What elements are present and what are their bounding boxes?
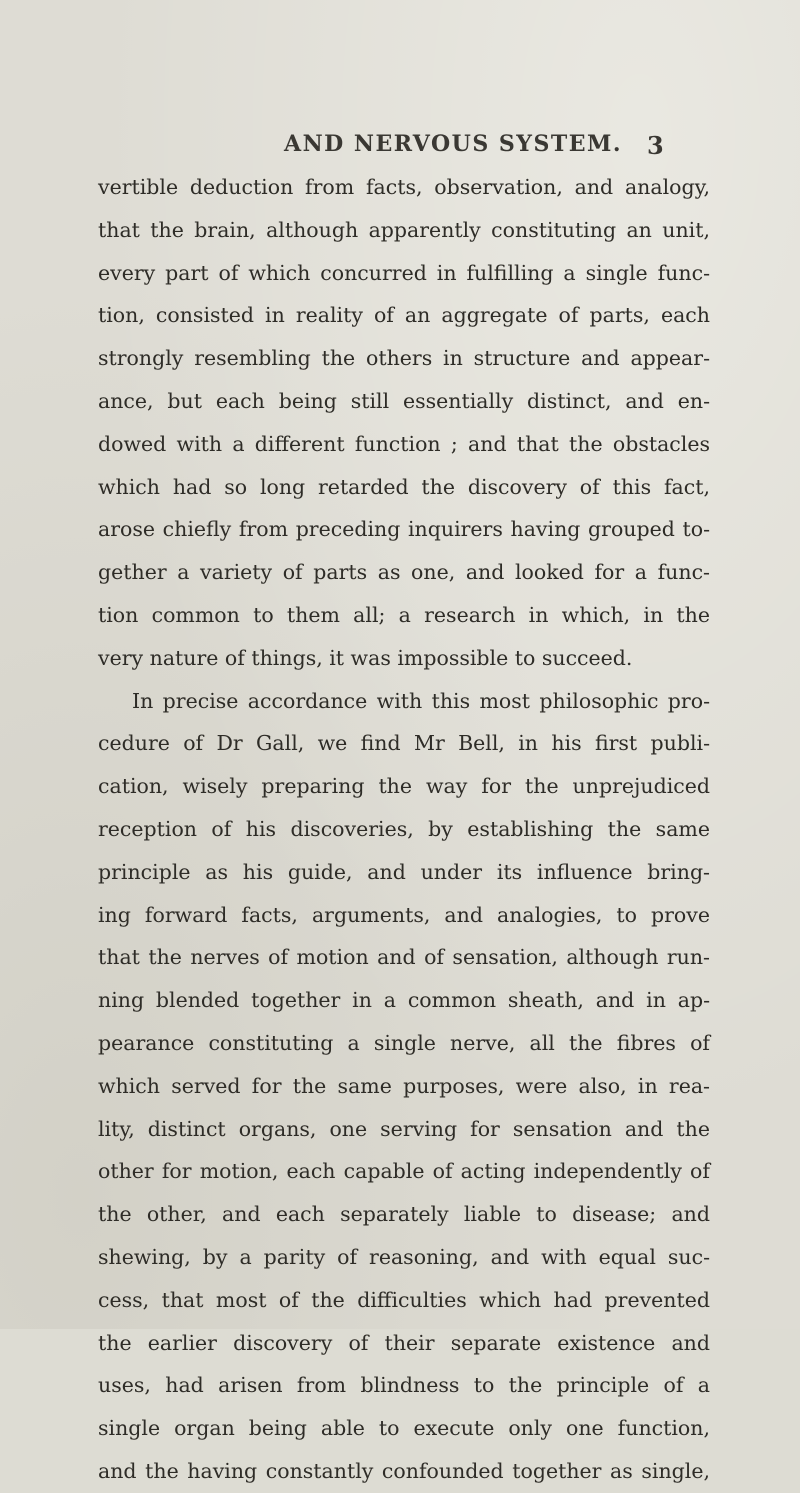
text-line: and the having constantly confounded together as single, xyxy=(98,1458,710,1483)
text-line: that the nerves of motion and of sensation, although run- xyxy=(98,945,710,970)
text-line: uses, had arisen from blindness to the principle of a xyxy=(98,1373,710,1398)
text-line: vertible deduction from facts, observation, and analogy, xyxy=(98,175,710,199)
page-header xyxy=(0,131,800,171)
text-line: reception of his discoveries, by establishing the same xyxy=(98,816,710,841)
text-line: shewing, by a parity of reasoning, and with equal suc- xyxy=(98,1244,710,1269)
paragraph-first-line: In precise accordance with this most philosophic pro- xyxy=(132,688,710,713)
text-line: lity, distinct organs, one serving for sensation and the xyxy=(98,1116,710,1141)
text-line: other for motion, each capable of acting independently of xyxy=(98,1159,710,1184)
text-line: dowed with a different function ; and that the obstacles xyxy=(98,431,710,456)
text-line: cedure of Dr Gall, we find Mr Bell, in his first publi- xyxy=(98,731,710,756)
body-text xyxy=(98,166,710,1493)
text-line: which served for the same purposes, were also, in rea- xyxy=(98,1073,710,1098)
text-line: ance, but each being still essentially distinct, and en- xyxy=(98,388,710,413)
text-line: gether a variety of parts as one, and looked for a func- xyxy=(98,560,710,585)
text-line: ing forward facts, arguments, and analogies, to prove xyxy=(98,902,710,927)
text-line: very nature of things, it was impossible to succeed. xyxy=(98,645,633,670)
text-line: cess, that most of the difficulties which had prevented xyxy=(98,1287,710,1312)
text-line: arose chiefly from preceding inquirers having grouped to- xyxy=(98,517,710,542)
text-line: that the brain, although apparently constituting an unit, xyxy=(98,217,710,242)
page-number: 3 xyxy=(647,131,664,160)
text-line: cation, wisely preparing the way for the unprejudiced xyxy=(98,774,710,799)
text-line: pearance constituting a single nerve, all the fibres of xyxy=(98,1030,710,1055)
text-line: principle as his guide, and under its influence bring- xyxy=(98,859,710,884)
text-line: the earlier discovery of their separate existence and xyxy=(98,1330,710,1355)
text-line: strongly resembling the others in structure and appear- xyxy=(98,346,710,371)
text-line: tion common to them all; a research in which, in the xyxy=(98,602,710,627)
text-line: ning blended together in a common sheath, and in ap- xyxy=(98,988,710,1013)
text-line: tion, consisted in reality of an aggregate of parts, each xyxy=(98,303,710,328)
text-line: single organ being able to execute only one function, xyxy=(98,1416,710,1441)
text-line: which had so long retarded the discovery of this fact, xyxy=(98,474,710,499)
text-line: every part of which concurred in fulfilling a single func- xyxy=(98,260,710,285)
text-line: the other, and each separately liable to disease; and xyxy=(98,1202,710,1227)
running-title: AND NERVOUS SYSTEM. xyxy=(284,131,623,157)
